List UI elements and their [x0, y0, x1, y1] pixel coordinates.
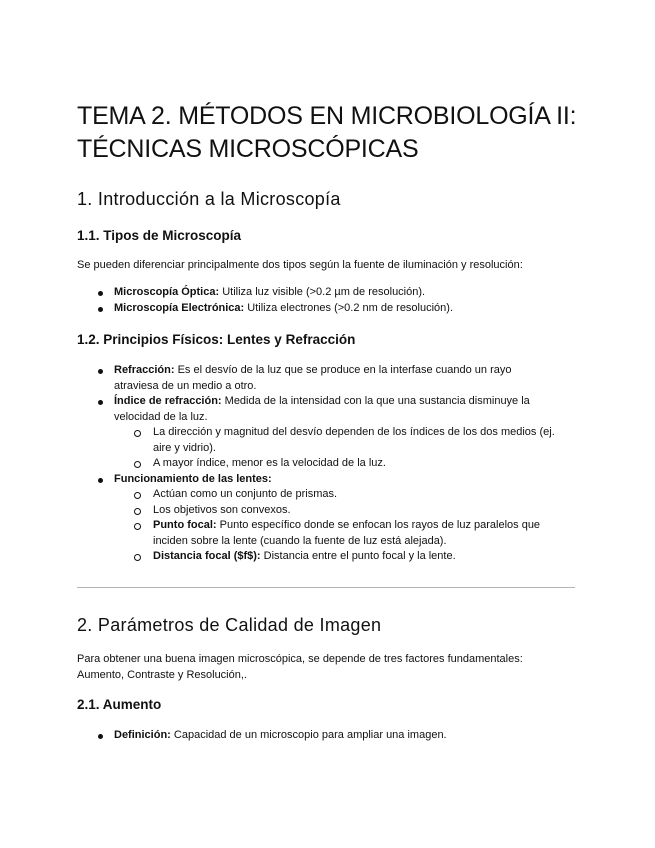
principios-list — [77, 363, 557, 565]
term: Distancia focal ($f$): — [153, 550, 261, 562]
section-1-heading: 1. Introducción a la Microscopía — [77, 189, 341, 209]
definition: Capacidad de un microscopio para ampliar una imagen. — [170, 729, 447, 741]
list-item — [77, 285, 557, 301]
term: Funcionamiento de las lentes: — [114, 472, 272, 485]
term: Microscopía Electrónica: — [114, 301, 245, 314]
list-item — [77, 301, 557, 317]
sublist-item: Los objetivos son convexos. — [114, 503, 557, 519]
page-title: TEMA 2. MÉTODOS EN MICROBIOLOGÍA II: TÉCNICAS MICROSCÓPICAS — [77, 102, 577, 163]
term: Índice de refracción: — [114, 395, 222, 407]
term: Definición: — [114, 729, 171, 741]
subsection-1-1-heading: 1.1. Tipos de Microscopía — [77, 228, 242, 243]
sublist-item: A mayor índice, menor es la velocidad de la luz. — [114, 456, 557, 472]
tipos-list — [77, 285, 557, 316]
term: Microscopía Óptica: — [114, 286, 220, 298]
sublist-item — [114, 549, 557, 565]
list-item — [77, 394, 557, 472]
term: Punto focal: — [153, 519, 217, 531]
section-2-heading: 2. Parámetros de Calidad de Imagen — [77, 615, 382, 635]
definition: Utiliza luz visible (>0.2 µm de resolución). — [219, 286, 426, 298]
indice-sublist — [114, 425, 557, 472]
sublist-item: Actúan como un conjunto de prismas. — [114, 487, 557, 503]
lentes-sublist — [114, 487, 557, 565]
definition: Punto específico donde se enfocan los rayos de luz paralelos que inciden sobre la lente (cuando la fuente de luz está alejada). — [153, 519, 541, 547]
subsection-2-1-heading: 2.1. Aumento — [77, 697, 162, 712]
calidad-intro-paragraph: Para obtener una buena imagen microscópica, se depende de tres factores fundamentales: Aumento, Contraste y Resolución,. — [77, 653, 523, 681]
sublist-item: La dirección y magnitud del desvío dependen de los índices de los dos medios (ej. aire y vidrio). — [114, 425, 557, 456]
list-item — [77, 728, 557, 744]
tipos-intro-paragraph: Se pueden diferenciar principalmente dos tipos según la fuente de iluminación y resolución: — [77, 259, 523, 271]
definition: Utiliza electrones (>0.2 nm de resolución). — [244, 301, 454, 314]
definition: Distancia entre el punto focal y la lente. — [260, 550, 456, 562]
subsection-1-2-heading: 1.2. Principios Físicos: Lentes y Refracción — [77, 332, 356, 347]
definition: Es el desvío de la luz que se produce en la interfase cuando un rayo atraviesa de un medio a otro. — [114, 364, 512, 392]
list-item — [77, 363, 557, 394]
aumento-list — [77, 728, 557, 744]
list-item — [77, 472, 557, 565]
sublist-item — [114, 518, 557, 549]
definition: Medida de la intensidad con la que una sustancia disminuye la velocidad de la luz. — [114, 395, 530, 423]
term: Refracción: — [114, 364, 175, 376]
horizontal-divider — [77, 587, 575, 588]
